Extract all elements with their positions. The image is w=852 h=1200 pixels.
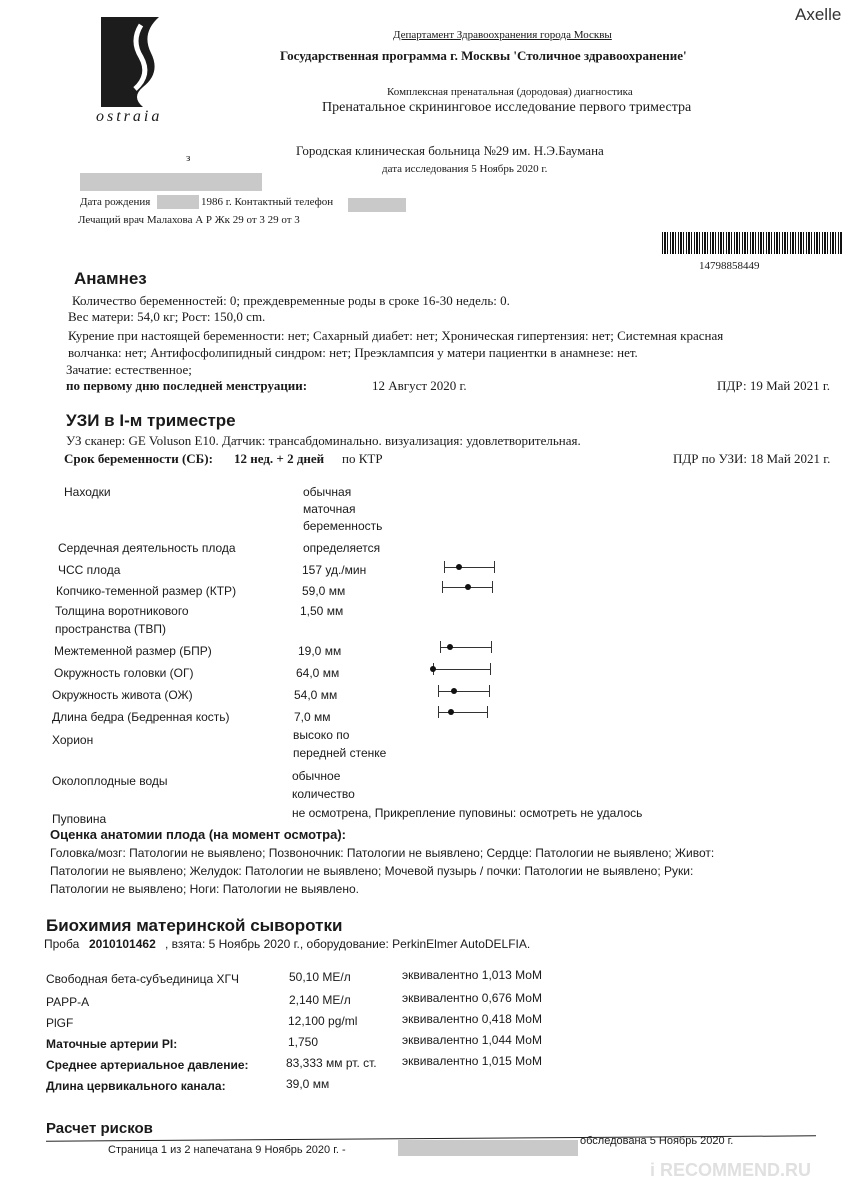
us-row-value: 157 уд./мин [302, 563, 367, 577]
pdr: ПДР: 19 Май 2021 г. [717, 378, 830, 393]
birth-year: 1986 г. Контактный телефон [201, 196, 334, 208]
us-row-value: 59,0 мм [302, 584, 346, 598]
footer-examined: обследована 5 Ноябрь 2020 г. [580, 1135, 734, 1147]
biochem-value: 2,140 МЕ/л [289, 993, 351, 1007]
us-row-value: 19,0 мм [298, 644, 342, 658]
lmp-value: 12 Август 2020 г. [372, 378, 467, 393]
biochem-value: 12,100 pg/ml [288, 1014, 358, 1028]
anatomy-line-2: Патологии не выявлено; Желудок: Патологии не выявлено; Мочевой пузырь / почки: Патологии не выявлено; Руки: [50, 864, 694, 878]
us-row-label: Окружность живота (ОЖ) [52, 688, 193, 702]
biochem-mom: эквивалентно 1,015 МоМ [402, 1054, 542, 1068]
anatomy-line-3: Патологии не выявлено; Ноги: Патологии не выявлено. [50, 882, 359, 896]
term-value: 12 нед. + 2 дней [234, 451, 325, 466]
us-row-label: Межтеменной размер (БПР) [54, 644, 212, 658]
biochem-mom: эквивалентно 0,418 МоМ [402, 1012, 542, 1026]
study-title: Пренатальное скрининговое исследование первого триместра [322, 100, 692, 115]
ultrasound-title: УЗИ в I-м триместре [66, 411, 236, 430]
fluid-value-1: обычное [292, 769, 341, 783]
us-row-value: 64,0 мм [296, 666, 340, 680]
sample-id: 2010101462 [89, 937, 156, 951]
footer-page: Страница 1 из 2 напечатана 9 Ноябрь 2020 г. - [108, 1144, 346, 1156]
anamnesis-line-3: Курение при настоящей беременности: нет; Сахарный диабет: нет; Хроническая гипертензия: нет; Системная красная [68, 328, 724, 343]
diag-type: Комплексная пренатальная (дородовая) диагностика [387, 86, 633, 98]
biochem-label: PlGF [46, 1016, 74, 1030]
logo-text: ostraia [96, 108, 163, 125]
findings-label: Находки [64, 485, 111, 499]
range-marker [433, 662, 491, 676]
us-row-label-2: пространства (ТВП) [55, 622, 167, 636]
term-method: по КТР [342, 451, 383, 466]
watermark-site: i RECOMMEND.RU [650, 1160, 811, 1180]
findings-value-1: обычная [303, 485, 352, 499]
barcode-number: 14798858449 [699, 260, 760, 272]
range-marker [442, 580, 493, 594]
lmp-label: по первому дню последней менструации: [66, 378, 308, 393]
cord-label: Пуповина [52, 812, 107, 826]
us-row-label: Сердечная деятельность плода [58, 541, 236, 555]
hospital-name: Городская клиническая больница №29 им. Н.Э.Баумана [296, 143, 604, 158]
us-row-label: Окружность головки (ОГ) [54, 666, 194, 680]
study-date: дата исследования 5 Ноябрь 2020 г. [382, 163, 548, 175]
biochem-mom: эквивалентно 0,676 МоМ [402, 991, 542, 1005]
chorion-value-2: передней стенке [293, 746, 387, 760]
biochem-value: 39,0 мм [286, 1077, 330, 1091]
doctor-line: Лечащий врач Малахова А Р Жк 29 от 3 29 от 3 [78, 214, 300, 226]
biochem-label: Среднее артериальное давление: [46, 1058, 249, 1072]
biochem-label: Свободная бета-субъединица ХГЧ [46, 972, 239, 986]
anatomy-title: Оценка анатомии плода (на момент осмотра): [50, 827, 346, 842]
program-title: Государственная программа г. Москвы 'Столичное здравоохранение' [280, 48, 687, 63]
us-row-label: Длина бедра (Бедренная кость) [52, 710, 230, 724]
risk-title: Расчет рисков [46, 1120, 153, 1137]
range-marker [438, 684, 490, 698]
dept-name: Департамент Здравоохранения города Москвы [393, 29, 612, 41]
chorion-label: Хорион [52, 733, 94, 747]
redacted-patient-name [80, 173, 262, 191]
biochem-mom: эквивалентно 1,044 МоМ [402, 1033, 542, 1047]
cord-value: не осмотрена, Прикрепление пуповины: осмотреть не удалось [292, 806, 643, 820]
sample-rest: , взята: 5 Ноябрь 2020 г., оборудование: PerkinElmer AutoDELFIA. [165, 937, 531, 951]
findings-value-2: маточная [303, 502, 356, 516]
fluid-value-2: количество [292, 787, 355, 801]
scanner-line: УЗ сканер: GE Voluson E10. Датчик: трансабдоминально. визуализация: удовлетворительная. [66, 433, 581, 448]
biochem-value: 83,333 мм рт. ст. [286, 1056, 377, 1070]
us-row-label: Копчико-теменной размер (КТР) [56, 584, 237, 598]
anamnesis-line-4: волчанка: нет; Антифосфолипидный синдром: нет; Преэклампсия у матери пациентки в анамнезе: нет. [68, 345, 638, 360]
biochem-label: Длина цервикального канала: [46, 1079, 226, 1093]
biochem-value: 50,10 МЕ/л [289, 970, 351, 984]
anamnesis-title: Анамнез [74, 269, 147, 288]
biochem-mom: эквивалентно 1,013 МоМ [402, 968, 542, 982]
anamnesis-line-5: Зачатие: естественное; [66, 362, 192, 377]
us-row-label: ЧСС плода [58, 563, 121, 577]
range-marker [440, 640, 492, 654]
biochem-label: PAPP-A [46, 995, 90, 1009]
range-marker [438, 705, 488, 719]
us-row-value: 54,0 мм [294, 688, 338, 702]
pdr-uzi: ПДР по УЗИ: 18 Май 2021 г. [673, 451, 831, 466]
us-row-value: 7,0 мм [294, 710, 331, 724]
us-row-label-1: Толщина воротникового [55, 604, 189, 618]
findings-value-3: беременность [303, 519, 383, 533]
biochem-value: 1,750 [288, 1035, 319, 1049]
birth-label: Дата рождения [80, 196, 151, 208]
anamnesis-line-1: Количество беременностей: 0; преждевременные роды в сроке 16-30 недель: 0. [72, 293, 510, 308]
biochem-label: Маточные артерии PI: [46, 1037, 178, 1051]
term-label: Срок беременности (СБ): [64, 451, 213, 466]
watermark-username: Axelle [795, 5, 842, 24]
redacted-phone [348, 198, 406, 212]
barcode [662, 232, 842, 254]
biochem-title: Биохимия материнской сыворотки [46, 916, 343, 935]
us-row-value: определяется [303, 541, 381, 555]
range-marker [444, 560, 495, 574]
us-row-value: 1,50 мм [300, 604, 344, 618]
redacted-birthdate [157, 195, 199, 209]
anatomy-line-1: Головка/мозг: Патологии не выявлено; Позвоночник: Патологии не выявлено; Сердце: Патологии не выявлено; Живот: [50, 846, 715, 860]
sample-label: Проба [44, 937, 80, 951]
fluid-label: Околоплодные воды [52, 774, 168, 788]
chorion-value-1: высоко по [293, 728, 350, 742]
anamnesis-line-2: Вес матери: 54,0 кг; Рост: 150,0 cm. [68, 309, 266, 324]
redacted-footer [398, 1140, 578, 1156]
stray-mark: з [186, 152, 191, 164]
